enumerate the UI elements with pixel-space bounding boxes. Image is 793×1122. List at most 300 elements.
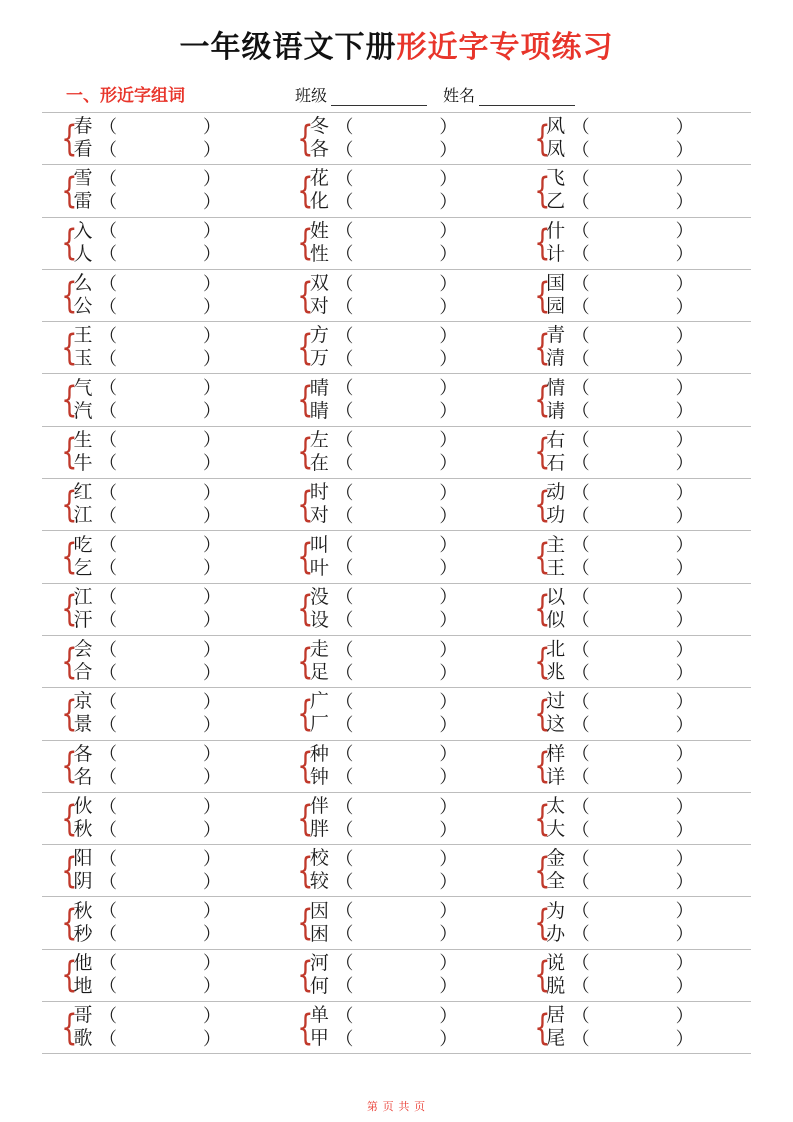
answer-blank[interactable]: （ ） [335, 848, 458, 869]
brace-icon: { [297, 640, 314, 683]
character-glyph: 花 [309, 168, 329, 190]
answer-blank[interactable]: （ ） [335, 639, 458, 660]
exercise-cell [515, 427, 751, 478]
brace-icon: { [61, 274, 78, 317]
answer-blank[interactable]: （ ） [335, 587, 458, 608]
exercise-cell [515, 479, 751, 530]
character-line [71, 191, 221, 214]
answer-blank[interactable]: （ ） [99, 871, 221, 892]
exercise-cell [278, 950, 514, 1001]
exercise-cell [42, 793, 278, 844]
character-pair [544, 429, 694, 475]
answer-blank[interactable]: （ ） [99, 796, 221, 817]
character-line [307, 691, 457, 714]
answer-blank[interactable]: （ ） [99, 378, 221, 399]
answer-blank[interactable]: （ ） [335, 273, 458, 294]
answer-blank[interactable]: （ ） [335, 221, 458, 242]
answer-blank[interactable]: （ ） [571, 924, 694, 945]
character-glyph: 哥 [73, 1005, 93, 1027]
exercise-cell [515, 374, 751, 425]
answer-blank[interactable]: （ ） [99, 714, 221, 735]
exercise-cell [278, 270, 514, 321]
character-glyph: 种 [309, 743, 329, 765]
student-info-fields [295, 83, 575, 106]
answer-blank[interactable]: （ ） [571, 244, 694, 265]
character-glyph: 国 [546, 273, 566, 295]
character-glyph: 园 [546, 296, 566, 318]
character-line [307, 400, 457, 423]
character-line [71, 871, 221, 894]
character-pair [71, 796, 221, 842]
character-line [544, 766, 694, 789]
answer-blank[interactable]: （ ） [571, 430, 694, 451]
character-glyph: 叶 [309, 557, 329, 579]
answer-blank[interactable]: （ ） [99, 610, 221, 631]
brace-icon: { [297, 483, 314, 526]
character-line [71, 766, 221, 789]
answer-blank[interactable]: （ ） [335, 191, 458, 212]
brace-icon: { [61, 379, 78, 422]
answer-blank[interactable]: （ ） [99, 273, 221, 294]
character-line [544, 923, 694, 946]
answer-blank[interactable]: （ ） [335, 924, 458, 945]
brace-icon: { [533, 954, 551, 997]
character-line [544, 796, 694, 819]
answer-blank[interactable]: （ ） [571, 535, 694, 556]
character-pair [71, 220, 221, 266]
exercise-cell [42, 1002, 278, 1053]
brace-icon: { [61, 326, 78, 369]
exercise-cell [278, 113, 514, 164]
character-pair [71, 325, 221, 371]
name-field-line[interactable] [479, 90, 575, 106]
exercise-cell [42, 479, 278, 530]
table-row [42, 479, 751, 531]
character-glyph: 名 [73, 766, 93, 788]
answer-blank[interactable]: （ ） [99, 401, 221, 422]
character-pair [71, 848, 221, 894]
answer-blank[interactable]: （ ） [571, 348, 694, 369]
answer-blank[interactable]: （ ） [335, 378, 458, 399]
character-glyph: 雷 [73, 191, 93, 213]
character-line [307, 273, 457, 296]
character-line [71, 900, 221, 923]
answer-blank[interactable]: （ ） [335, 168, 458, 189]
character-glyph: 校 [309, 848, 329, 870]
answer-blank[interactable]: （ ） [335, 558, 458, 579]
answer-blank[interactable]: （ ） [335, 796, 458, 817]
answer-blank[interactable]: （ ） [571, 401, 694, 422]
answer-blank[interactable]: （ ） [99, 976, 221, 997]
answer-blank[interactable]: （ ） [571, 819, 694, 840]
character-line [307, 900, 457, 923]
answer-blank[interactable]: （ ） [335, 744, 458, 765]
answer-blank[interactable]: （ ） [571, 378, 694, 399]
brace-icon: { [297, 117, 314, 160]
character-glyph: 左 [309, 429, 329, 451]
answer-blank[interactable]: （ ） [571, 296, 694, 317]
answer-blank[interactable]: （ ） [335, 691, 458, 712]
brace-icon: { [297, 902, 314, 945]
character-pair [544, 220, 694, 266]
answer-blank[interactable]: （ ） [335, 505, 458, 526]
brace-icon: { [61, 536, 78, 579]
character-glyph: 胖 [309, 819, 329, 841]
character-glyph: 风 [546, 116, 566, 138]
character-glyph: 化 [309, 191, 329, 213]
character-line [544, 871, 694, 894]
exercise-cell [42, 897, 278, 948]
character-line [71, 796, 221, 819]
character-glyph: 伙 [73, 796, 93, 818]
brace-icon: { [297, 274, 314, 317]
answer-blank[interactable]: （ ） [571, 587, 694, 608]
character-glyph: 大 [546, 819, 566, 841]
character-glyph: 红 [73, 482, 93, 504]
answer-blank[interactable]: （ ） [571, 767, 694, 788]
character-glyph: 合 [73, 662, 93, 684]
table-row [42, 897, 751, 949]
character-pair [71, 691, 221, 737]
exercise-cell [515, 741, 751, 792]
character-pair [71, 1005, 221, 1051]
character-glyph: 甲 [309, 1028, 329, 1050]
character-line [544, 819, 694, 842]
character-line [71, 743, 221, 766]
character-pair [307, 220, 457, 266]
character-line [71, 452, 221, 475]
brace-icon: { [61, 1006, 78, 1049]
answer-blank[interactable]: （ ） [335, 714, 458, 735]
answer-blank[interactable]: （ ） [571, 1005, 694, 1026]
answer-blank[interactable]: （ ） [335, 325, 458, 346]
answer-blank[interactable]: （ ） [99, 325, 221, 346]
character-line [71, 691, 221, 714]
character-line [71, 534, 221, 557]
answer-blank[interactable]: （ ） [335, 348, 458, 369]
character-pair [71, 952, 221, 998]
character-line [544, 557, 694, 580]
answer-blank[interactable]: （ ） [571, 744, 694, 765]
character-line [307, 743, 457, 766]
answer-blank[interactable]: （ ） [571, 273, 694, 294]
character-line [544, 116, 694, 139]
character-pair [544, 377, 694, 423]
answer-blank[interactable]: （ ） [335, 953, 458, 974]
exercise-cell [278, 1002, 514, 1053]
answer-blank[interactable]: （ ） [335, 1028, 458, 1049]
character-glyph: 北 [546, 639, 566, 661]
character-glyph: 看 [73, 139, 93, 161]
answer-blank[interactable]: （ ） [571, 505, 694, 526]
character-line [71, 429, 221, 452]
character-line [71, 220, 221, 243]
character-glyph: 凤 [546, 139, 566, 161]
answer-blank[interactable]: （ ） [571, 639, 694, 660]
character-glyph: 广 [309, 691, 329, 713]
brace-icon: { [297, 1006, 314, 1049]
character-glyph: 歌 [73, 1028, 93, 1050]
character-pair [307, 639, 457, 685]
character-pair [307, 273, 457, 319]
answer-blank[interactable]: （ ） [335, 871, 458, 892]
answer-blank[interactable]: （ ） [99, 139, 221, 160]
character-glyph: 睛 [309, 400, 329, 422]
character-line [307, 586, 457, 609]
answer-blank[interactable]: （ ） [335, 430, 458, 451]
character-glyph: 走 [309, 639, 329, 661]
brace-icon: { [533, 588, 551, 631]
answer-blank[interactable]: （ ） [571, 221, 694, 242]
answer-blank[interactable]: （ ） [571, 139, 694, 160]
answer-blank[interactable]: （ ） [99, 296, 221, 317]
character-glyph: 江 [73, 505, 93, 527]
answer-blank[interactable]: （ ） [335, 482, 458, 503]
character-line [71, 377, 221, 400]
exercise-cell [515, 165, 751, 216]
character-glyph: 景 [73, 714, 93, 736]
character-glyph: 各 [73, 743, 93, 765]
character-line [307, 325, 457, 348]
character-line [544, 377, 694, 400]
character-pair [544, 325, 694, 371]
character-glyph: 秒 [73, 923, 93, 945]
answer-blank[interactable]: （ ） [571, 558, 694, 579]
answer-blank[interactable]: （ ） [571, 691, 694, 712]
answer-blank[interactable]: （ ） [335, 901, 458, 922]
answer-blank[interactable]: （ ） [99, 1028, 221, 1049]
answer-blank[interactable]: （ ） [335, 453, 458, 474]
brace-icon: { [533, 536, 551, 579]
character-glyph: 足 [309, 662, 329, 684]
character-line [544, 452, 694, 475]
answer-blank[interactable]: （ ） [99, 639, 221, 660]
answer-blank[interactable]: （ ） [99, 505, 221, 526]
answer-blank[interactable]: （ ） [571, 610, 694, 631]
brace-icon: { [533, 169, 551, 212]
character-line [307, 116, 457, 139]
answer-blank[interactable]: （ ） [335, 610, 458, 631]
answer-blank[interactable]: （ ） [335, 139, 458, 160]
character-glyph: 钟 [309, 766, 329, 788]
brace-icon: { [297, 536, 314, 579]
answer-blank[interactable]: （ ） [99, 744, 221, 765]
character-line [307, 766, 457, 789]
answer-blank[interactable]: （ ） [335, 976, 458, 997]
exercise-cell [515, 636, 751, 687]
character-line [71, 714, 221, 737]
answer-blank[interactable]: （ ） [99, 221, 221, 242]
class-field-label: 班级 [295, 88, 328, 105]
table-row [42, 688, 751, 740]
character-glyph: 石 [546, 452, 566, 474]
brace-icon: { [533, 640, 551, 683]
answer-blank[interactable]: （ ） [99, 244, 221, 265]
exercise-cell [515, 270, 751, 321]
character-line [307, 714, 457, 737]
answer-blank[interactable]: （ ） [571, 482, 694, 503]
answer-blank[interactable]: （ ） [571, 191, 694, 212]
character-glyph: 阴 [73, 871, 93, 893]
section-title: 一、形近字组词 [66, 86, 185, 105]
answer-blank[interactable]: （ ） [335, 401, 458, 422]
answer-blank[interactable]: （ ） [99, 953, 221, 974]
answer-blank[interactable]: （ ） [571, 116, 694, 137]
exercise-cell [278, 322, 514, 373]
answer-blank[interactable]: （ ） [99, 430, 221, 451]
answer-blank[interactable]: （ ） [571, 453, 694, 474]
table-row [42, 741, 751, 793]
exercise-cell [42, 270, 278, 321]
character-line [307, 975, 457, 998]
answer-blank[interactable]: （ ） [571, 662, 694, 683]
class-field-line[interactable] [331, 90, 427, 106]
answer-blank[interactable]: （ ） [99, 662, 221, 683]
answer-blank[interactable]: （ ） [335, 767, 458, 788]
answer-blank[interactable]: （ ） [99, 168, 221, 189]
answer-blank[interactable]: （ ） [99, 819, 221, 840]
name-field[interactable] [443, 83, 575, 106]
answer-blank[interactable]: （ ） [99, 116, 221, 137]
character-line [544, 139, 694, 162]
character-glyph: 方 [309, 325, 329, 347]
character-pair [71, 168, 221, 214]
answer-blank[interactable]: （ ） [571, 871, 694, 892]
answer-blank[interactable]: （ ） [99, 924, 221, 945]
character-line [71, 348, 221, 371]
character-line [71, 952, 221, 975]
answer-blank[interactable]: （ ） [335, 1005, 458, 1026]
character-line [544, 482, 694, 505]
answer-blank[interactable]: （ ） [571, 796, 694, 817]
answer-blank[interactable]: （ ） [571, 848, 694, 869]
character-line [71, 609, 221, 632]
character-line [307, 429, 457, 452]
character-glyph: 尾 [546, 1028, 566, 1050]
answer-blank[interactable]: （ ） [99, 691, 221, 712]
answer-blank[interactable]: （ ） [571, 168, 694, 189]
answer-blank[interactable]: （ ） [571, 953, 694, 974]
answer-blank[interactable]: （ ） [99, 848, 221, 869]
answer-blank[interactable]: （ ） [335, 819, 458, 840]
character-glyph: 全 [546, 871, 566, 893]
answer-blank[interactable]: （ ） [99, 558, 221, 579]
answer-blank[interactable]: （ ） [99, 1005, 221, 1026]
exercise-cell [42, 113, 278, 164]
table-row [42, 322, 751, 374]
brace-icon: { [61, 954, 78, 997]
brace-icon: { [533, 117, 551, 160]
brace-icon: { [297, 169, 314, 212]
exercise-cell [42, 845, 278, 896]
exercise-cell [278, 427, 514, 478]
answer-blank[interactable]: （ ） [571, 901, 694, 922]
table-row [42, 584, 751, 636]
character-line [544, 400, 694, 423]
character-line [544, 609, 694, 632]
character-glyph: 对 [309, 505, 329, 527]
brace-icon: { [297, 222, 314, 265]
answer-blank[interactable]: （ ） [335, 662, 458, 683]
character-line [544, 505, 694, 528]
character-pair [307, 325, 457, 371]
character-line [307, 534, 457, 557]
character-pair [307, 900, 457, 946]
character-glyph: 样 [546, 743, 566, 765]
character-glyph: 以 [546, 586, 566, 608]
character-line [71, 639, 221, 662]
answer-blank[interactable]: （ ） [99, 767, 221, 788]
answer-blank[interactable]: （ ） [99, 453, 221, 474]
character-line [544, 325, 694, 348]
exercise-cell [278, 531, 514, 582]
character-glyph: 因 [309, 900, 329, 922]
exercise-cell [42, 636, 278, 687]
answer-blank[interactable]: （ ） [571, 325, 694, 346]
answer-blank[interactable]: （ ） [99, 535, 221, 556]
character-glyph: 春 [73, 116, 93, 138]
brace-icon: { [297, 379, 314, 422]
answer-blank[interactable]: （ ） [335, 116, 458, 137]
character-glyph: 牛 [73, 452, 93, 474]
character-glyph: 太 [546, 796, 566, 818]
character-glyph: 公 [73, 296, 93, 318]
character-line [71, 116, 221, 139]
exercise-cell [515, 950, 751, 1001]
brace-icon: { [61, 849, 78, 892]
character-pair [544, 743, 694, 789]
character-glyph: 没 [309, 586, 329, 608]
brace-icon: { [533, 431, 551, 474]
answer-blank[interactable]: （ ） [571, 714, 694, 735]
class-field[interactable] [295, 83, 427, 106]
brace-icon: { [533, 483, 551, 526]
character-glyph: 在 [309, 452, 329, 474]
answer-blank[interactable]: （ ） [335, 244, 458, 265]
character-glyph: 似 [546, 609, 566, 631]
character-glyph: 汽 [73, 400, 93, 422]
character-line [307, 243, 457, 266]
character-glyph: 脱 [546, 975, 566, 997]
answer-blank[interactable]: （ ） [335, 535, 458, 556]
answer-blank[interactable]: （ ） [99, 901, 221, 922]
character-pair [544, 1005, 694, 1051]
answer-blank[interactable]: （ ） [571, 1028, 694, 1049]
character-line [544, 220, 694, 243]
answer-blank[interactable]: （ ） [99, 587, 221, 608]
answer-blank[interactable]: （ ） [335, 296, 458, 317]
character-line [71, 586, 221, 609]
exercise-cell [515, 531, 751, 582]
character-line [544, 900, 694, 923]
answer-blank[interactable]: （ ） [99, 348, 221, 369]
character-line [71, 662, 221, 685]
character-line [307, 168, 457, 191]
answer-blank[interactable]: （ ） [99, 482, 221, 503]
character-glyph: 万 [309, 348, 329, 370]
answer-blank[interactable]: （ ） [99, 191, 221, 212]
character-pair [307, 1005, 457, 1051]
character-pair [307, 429, 457, 475]
character-glyph: 单 [309, 1005, 329, 1027]
table-row [42, 427, 751, 479]
exercise-cell [515, 584, 751, 635]
answer-blank[interactable]: （ ） [571, 976, 694, 997]
character-glyph: 乞 [73, 557, 93, 579]
character-glyph: 他 [73, 952, 93, 974]
character-pair [307, 743, 457, 789]
character-line [307, 609, 457, 632]
